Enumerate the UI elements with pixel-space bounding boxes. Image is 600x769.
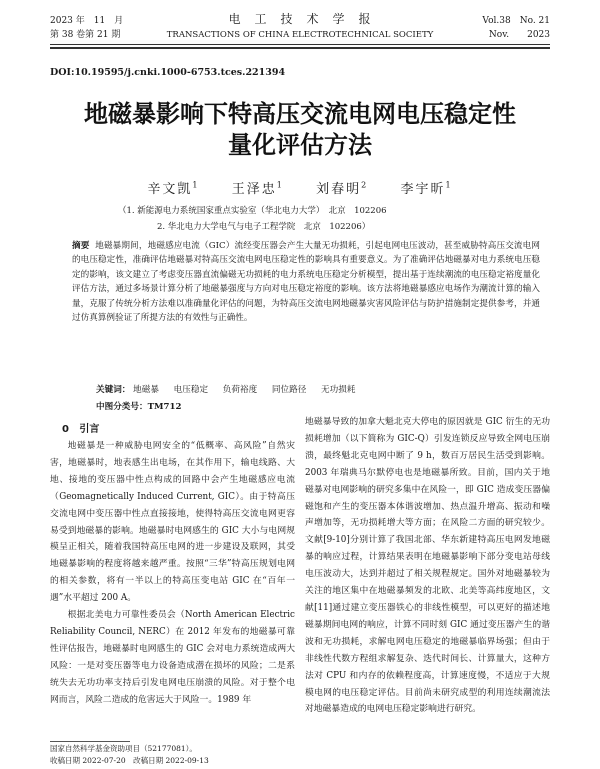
section-title: 引言 [79, 424, 100, 435]
keyword-item: 无功损耗 [321, 385, 356, 395]
journal-name-en: TRANSACTIONS OF CHINA ELECTROTECHNICAL SOCIETY [166, 30, 434, 40]
paper-title-line2: 量化评估方法 [228, 131, 372, 159]
keyword-item: 负荷裕度 [222, 385, 258, 395]
author-name: 辛文凯$^1$ [147, 180, 200, 197]
body-paragraph: 地磁暴导致的加拿大魁北克大停电的原因就是 GIC 衍生的无功损耗增加（以下简称为 GIC-Q）引发连锁反应导致全网电压崩溃，最终魁北克电网中断了 9 h，数百万居民生活受到影响。2003 年瑞典马尔默停电也是地磁暴所致。目前，国内关于地磁暴对电网影响的研究多集中在风险一，即 GIC 造成变压器偏磁饱和产生的变压器本体谐波增加、热点温升增高、振动和噪声增加等，无功损耗增大等方面；在风险二方面的研究较少。文献[9-10]分别计算了我国北部、华东新建特高压电网发地磁暴的响应过程，计算结果表明在地磁暴影响下部分变电站母线电压波动大，达到并超过了相关规程规定。国外对地磁暴较为关注的地区集中在地磁暴频发的北欧、北美等高纬度地区，文献[11]通过建立变压器铁心的非线性模型，可以更好的描述地磁暴期间电网的响应，计算不同时刻 GIC 通过变压器产生的谐波和无功损耗，求解电网电压稳定的地磁暴临界场强；但由于非线性代数方程组求解复杂、迭代时间长、计算量大，这种方法对 CPU 和内存的依赖程度高，计算速度慢，不适应于大规模电网的电压稳定评估。目前尚未研究成型的利用连续潮流法对地磁暴造成的电网电压稳定影响进行研究。 [305, 417, 550, 715]
classification-value: TM712 [147, 402, 182, 412]
body-paragraph: 地磁暴是一种威胁电网安全的“低概率、高风险”自然灾害，地磁暴时，地表感生出电场，在其作用下，输电线路、大地、接地的变压器中性点构成的回路中会产生地磁感应电流（Geomagnetically Induced Current, GIC）。由于特高压交流电网中变压器中性点直接接地，使得特高压交流电网更容易受到地磁暴的影响。地磁暴时电网感生的 GIC 大小与电网规模呈正相关，随着我国特高压电网的进一步建设及联网，其受地磁暴影响的程度将越来越严重。按照“三华”特高压规划电网的相关参数，将有一半以上的特高压变电站 GIC 在“百年一遇”水平超过 200 A。 [50, 441, 295, 604]
section-heading [62, 420, 99, 435]
abstract-label: 摘要 [72, 241, 90, 251]
author-name: 王泽忠$^1$ [231, 180, 284, 197]
footnote-funding: 国家自然科学基金资助项目（52177081）。 [50, 744, 197, 753]
keyword-item: 同位路径 [271, 385, 307, 395]
keyword-item: 电压稳定 [173, 385, 209, 395]
author-name: 李宇昕$^1$ [400, 180, 453, 197]
journal-name-cn: 电 工 技 术 学 报 [228, 12, 372, 26]
footnote-rule [50, 741, 130, 742]
body-right-column [305, 414, 550, 769]
affiliation-1: （1. 新能源电力系统国家重点实验室（华北电力大学） 北京 102206 [118, 206, 387, 216]
header-date: 2023 年 11 月 [50, 16, 124, 26]
footnote-dates: 收稿日期 2022-07-20 改稿日期 2022-09-13 [50, 756, 209, 765]
classification-label: 中图分类号： [96, 402, 148, 412]
classification [96, 401, 181, 413]
header-rule-thick [50, 47, 550, 49]
keywords [96, 384, 367, 396]
header-month-year: Nov. 2023 [488, 30, 550, 40]
author-name: 刘春明$^2$ [316, 180, 369, 197]
keyword-item: 地磁暴 [133, 385, 159, 395]
abstract [72, 239, 540, 325]
header-volume-en: Vol.38 No. 21 [482, 16, 550, 26]
abstract-text: 地磁暴期间，地磁感应电流（GIC）流经变压器会产生大量无功损耗，引起电网电压波动，甚至威胁特高压交流电网的电压稳定性，准确评估地磁暴对特高压交流电网电压稳定性的影响具有重要意义。为了准确评估地磁暴对电力系统电压稳定的影响，该文建立了考虑变压器直流偏磁无功损耗的电力系统电压稳定分析模型，提出基于连续潮流的电压稳定裕度量化评估方法，通过多场景计算分析了地磁暴强度与方向对电压稳定裕度的影响。该方法将地磁暴感应电场作为潮流计算的输入量，克服了传统分析方法难以准确量化评估的问题，为特高压交流电网地磁暴灾害风险评估与防护措施制定提供参考，并通过仿真算例验证了所提方法的有效性与正确性。 [72, 241, 540, 324]
author-list [50, 178, 550, 197]
keywords-label: 关键词： [96, 385, 131, 395]
doi: DOI:10.19595/j.cnki.1000-6753.tces.221394 [50, 67, 286, 78]
paper-title-line1: 地磁暴影响下特高压交流电网电压稳定性 [84, 100, 516, 128]
affiliation-2: 2. 华北电力大学电气与电子工程学院 北京 102206） [157, 222, 371, 232]
header-rule-thin [50, 44, 550, 45]
section-number: 0 [62, 424, 69, 435]
header-volume-cn: 第 38 卷第 21 期 [50, 30, 121, 40]
body-paragraph: 根据北美电力可靠性委员会（North American Electric Reliability Council, NERC）在 2012 年发布的地磁暴可靠性评估报告，地磁暴时电网感生的 GIC 会对电力系统造成两大风险：一是对变压器等电力设备造成潜在损坏的风险；二是系统失去无功功率支持后引发电网电压崩溃的风险。对于整个电网而言，风险二造成的危害远大于风险一。1989 年 [50, 610, 295, 705]
body-left-column [50, 438, 295, 738]
